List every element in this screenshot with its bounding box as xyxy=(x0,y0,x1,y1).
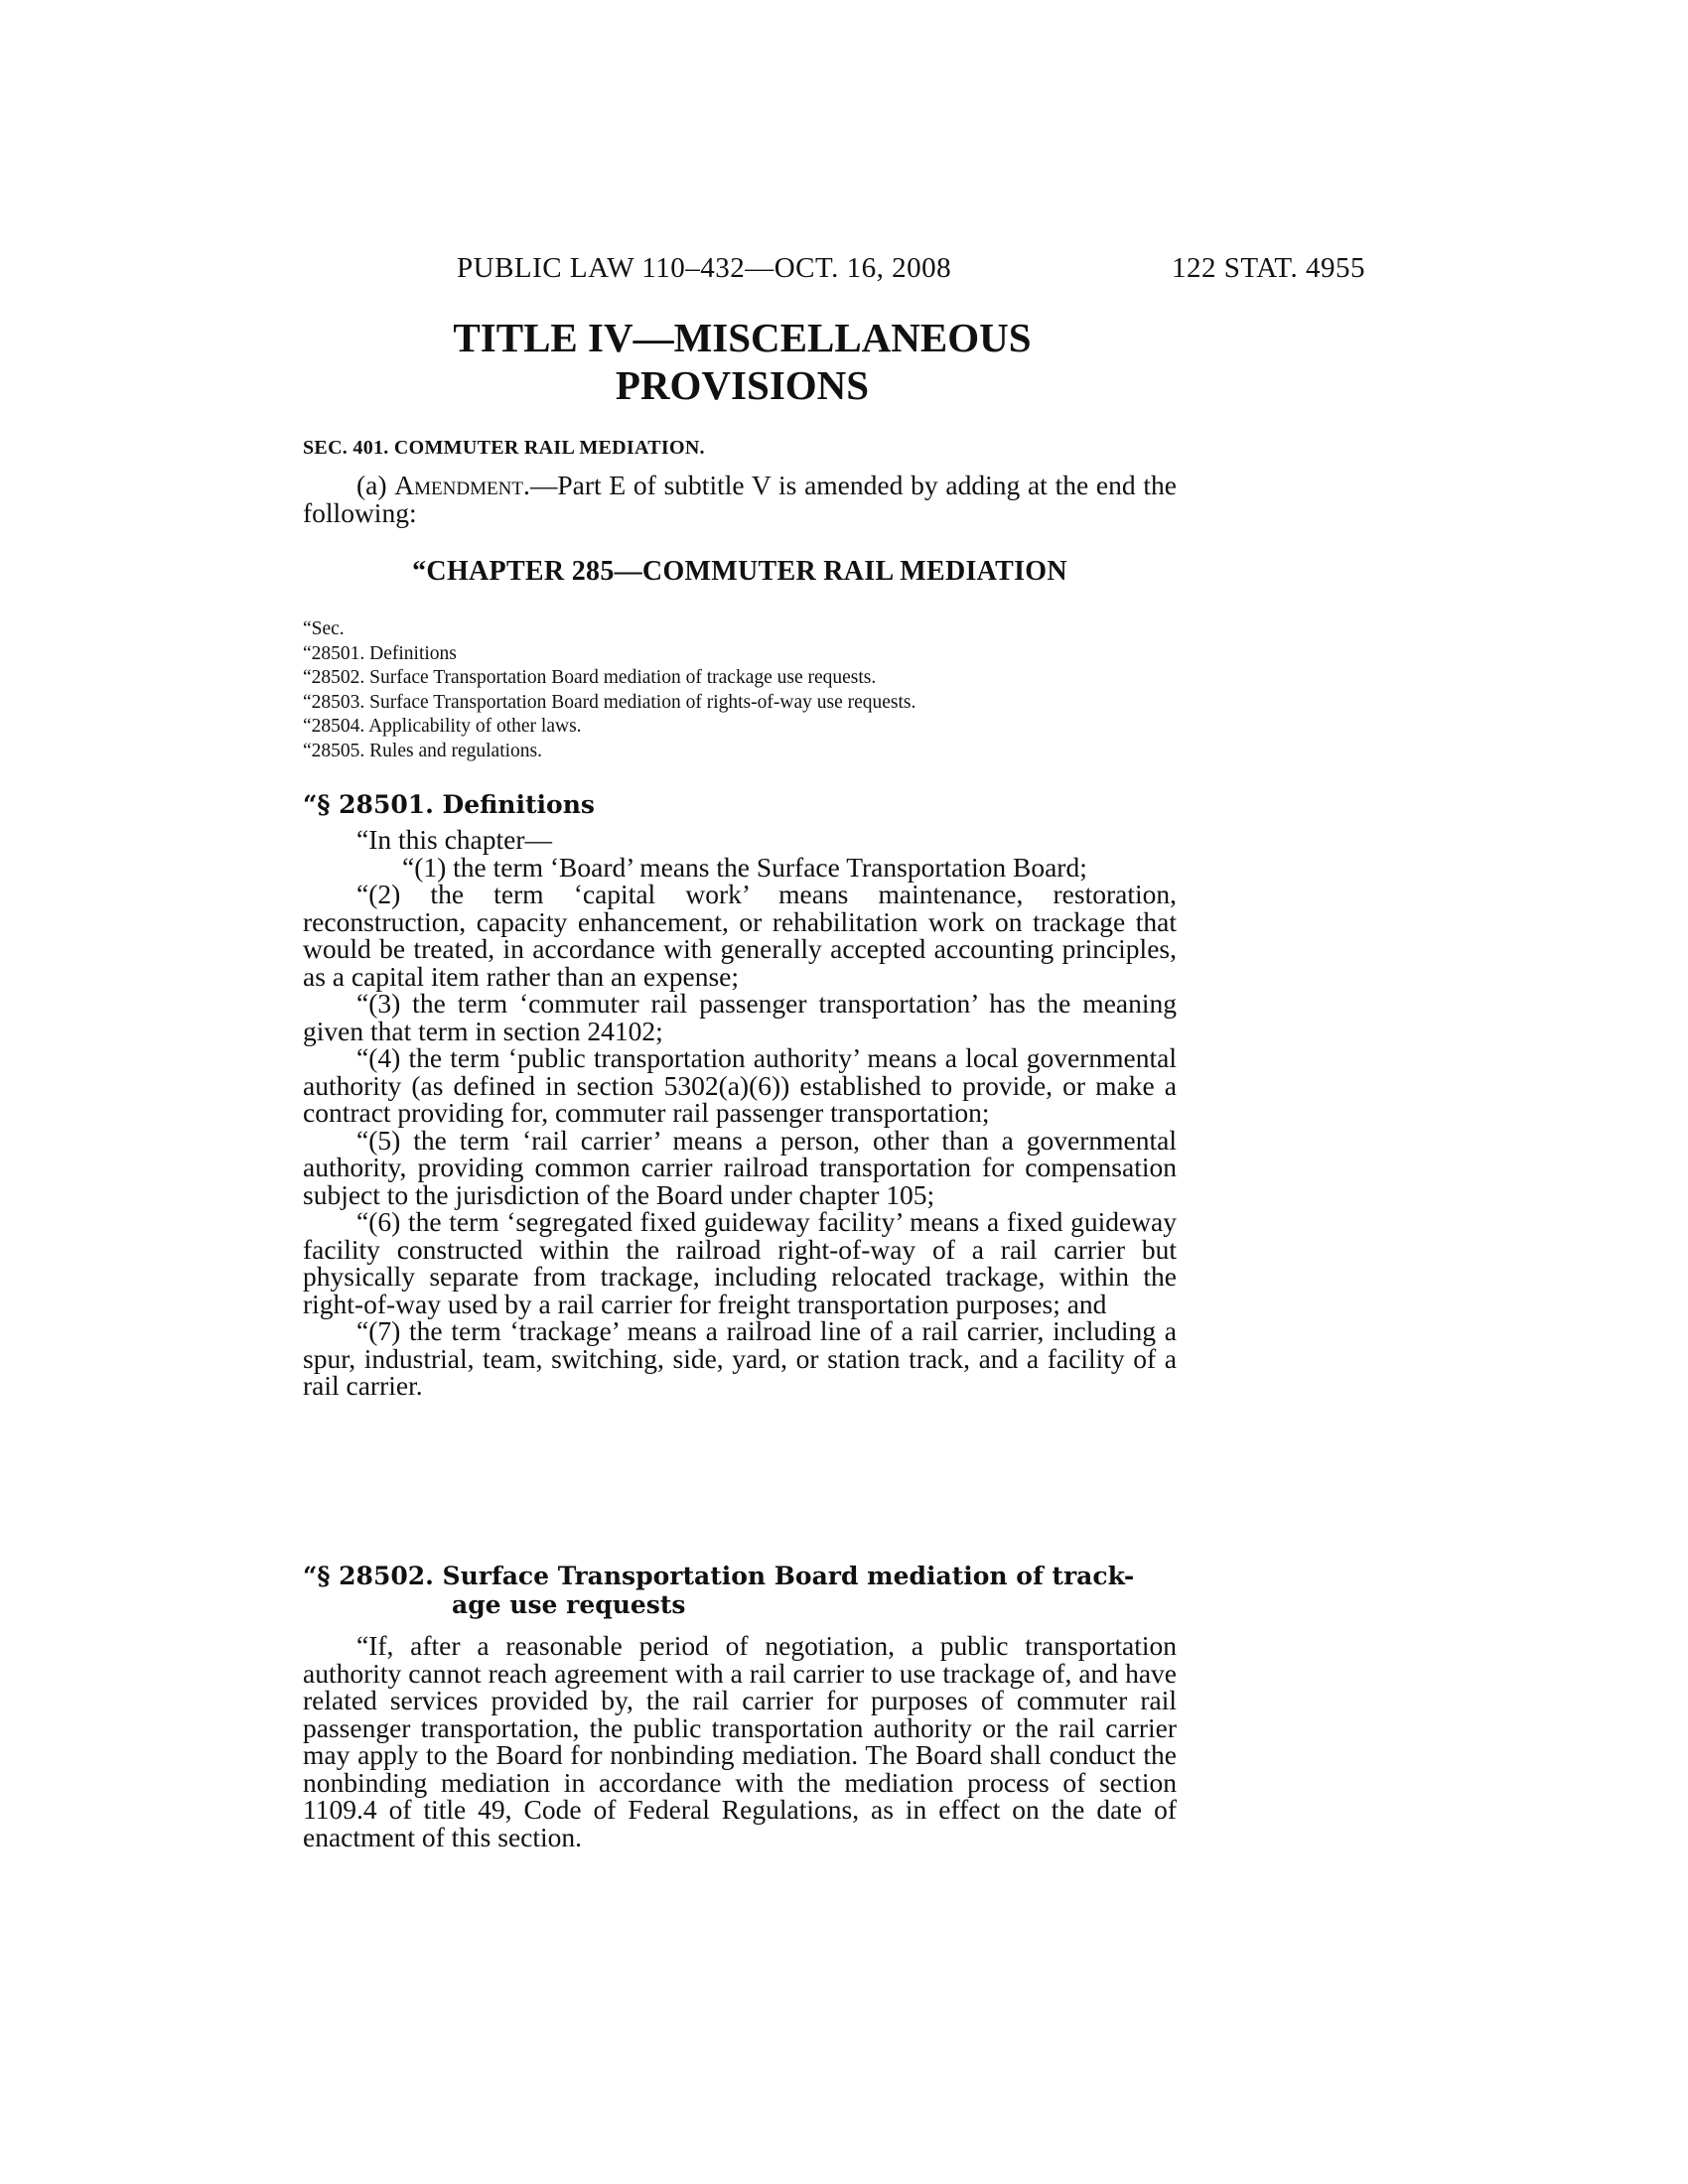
definition-item: “(5) the term ‘rail carrier’ means a person, other than a governmental authority, providing common carrier railroad transportation for compensation subject to the jurisdiction of the Board under chapter 105; xyxy=(303,1124,1177,1210)
amendment-label: Amendment xyxy=(394,470,523,500)
definition-item: “(4) the term ‘public transportation authority’ means a local governmental authority (as defined in section 5302(a)(6)) established to provide, or make a contract providing for, commuter rail passenger transportation; xyxy=(303,1042,1177,1128)
chapter-heading: “CHAPTER 285—COMMUTER RAIL MEDIATION xyxy=(412,556,1067,587)
section-28502-heading-line-1: “§ 28502. Surface Transportation Board mediation of track- xyxy=(303,1562,1135,1590)
chapter-table-of-contents xyxy=(303,617,1177,763)
definition-item: “(6) the term ‘segregated fixed guideway facility’ means a fixed guideway facility constructed within the railroad right-of-way of a rail carrier but physically separate from trackage, including relocated trackage, within the right-of-way used by a rail carrier for freight transportation purposes; and xyxy=(303,1206,1177,1319)
title-line-2: PROVISIONS xyxy=(615,362,870,408)
section-28501-heading: “§ 28501. Definitions xyxy=(303,790,595,819)
title-heading xyxy=(303,314,1182,409)
toc-entry: “Sec. xyxy=(303,618,345,639)
toc-entry: “28502. Surface Transportation Board mediation of trackage use requests. xyxy=(303,667,877,688)
section-401-heading: SEC. 401. COMMUTER RAIL MEDIATION. xyxy=(303,437,705,459)
section-28501-body xyxy=(303,826,1177,1400)
running-head xyxy=(303,252,1365,288)
definitions-intro: “In this chapter— xyxy=(356,824,553,855)
amendment-text: .—Part E of subtitle V is amended by adding at the end the following: xyxy=(303,470,1178,528)
section-28502-body: “If, after a reasonable period of negotiation, a public transportation authority cannot reach agreement with a rail carrier to use trackage of, and have related services provided by, the rail carrier for purposes of commuter rail passenger transportation, the public transportation authority or the rail carrier may apply to the Board for nonbinding mediation. The Board shall conduct the nonbinding mediation in accordance with the mediation process of section 1109.4 of title 49, Code of Federal Regulations, as in effect on the date of enactment of this section. xyxy=(303,1630,1177,1852)
toc-entry: “28503. Surface Transportation Board mediation of rights-of-way use requests. xyxy=(303,691,916,713)
toc-entry: “28505. Rules and regulations. xyxy=(303,740,542,761)
definition-item: “(1) the term ‘Board’ means the Surface Transportation Board; xyxy=(402,851,1087,883)
statute-page-number: 122 STAT. 4955 xyxy=(1171,252,1365,284)
amendment-paragraph xyxy=(303,472,1177,526)
public-law-citation: PUBLIC LAW 110–432—OCT. 16, 2008 xyxy=(457,252,952,284)
definition-item: “(3) the term ‘commuter rail passenger transportation’ has the meaning given that term in section 24102; xyxy=(303,988,1177,1046)
definition-item: “(2) the term ‘capital work’ means maintenance, restoration, reconstruction, capacity enhancement, or rehabilitation work on trackage that would be treated, in accordance with generally accepted accounting principles, as a capital item rather than an expense; xyxy=(303,879,1177,992)
definition-item: “(7) the term ‘trackage’ means a railroad line of a rail carrier, including a spur, industrial, team, switching, side, yard, or station track, and a facility of a rail carrier. xyxy=(303,1315,1177,1401)
amendment-open: (a) xyxy=(356,470,395,500)
section-28502-heading xyxy=(303,1562,1177,1619)
toc-entry: “28501. Definitions xyxy=(303,642,457,664)
title-line-1: TITLE IV—MISCELLANEOUS xyxy=(453,315,1032,360)
section-28502-heading-line-2: age use requests xyxy=(452,1590,686,1619)
toc-entry: “28504. Applicability of other laws. xyxy=(303,716,582,737)
